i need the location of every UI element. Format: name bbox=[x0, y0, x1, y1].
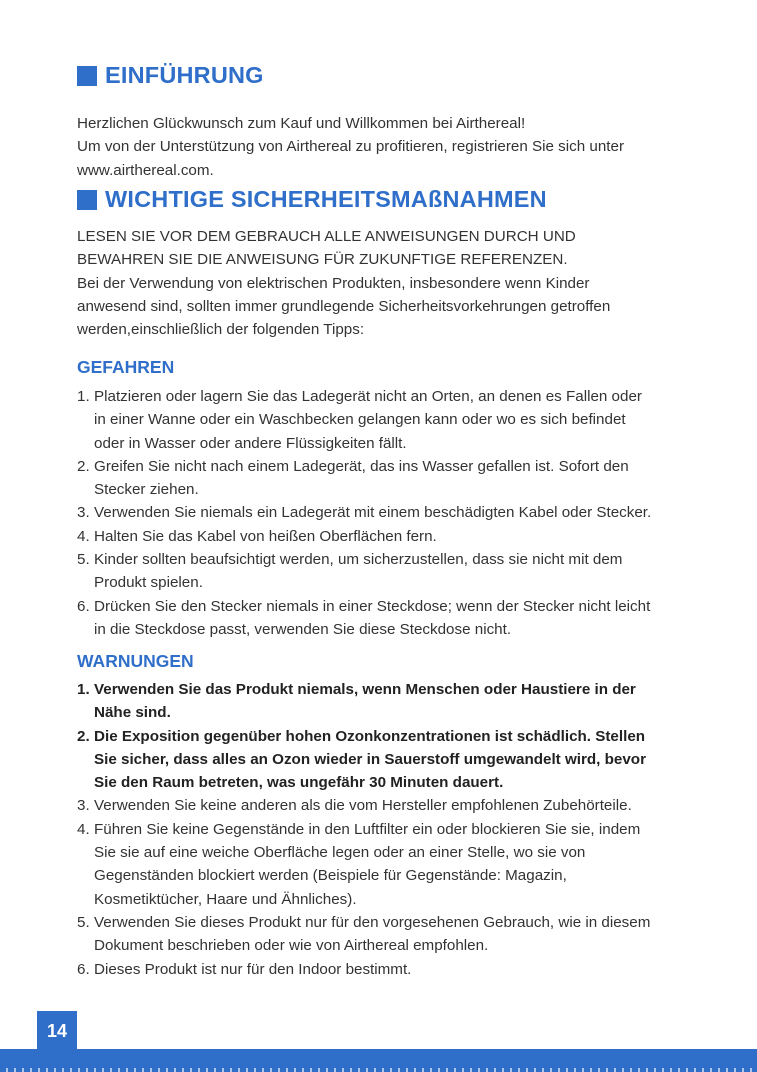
intro-line: Herzlichen Glückwunsch zum Kauf und Willkommen bei Airthereal! bbox=[77, 115, 526, 132]
list-item bbox=[77, 958, 697, 981]
item-line: oder in Wasser oder andere Flüssigkeiten fällt. bbox=[94, 434, 407, 452]
item-number: 6. bbox=[77, 597, 90, 615]
item-line: Gegenständen blockiert werden (Beispiele für Gegenstände: Magazin, bbox=[94, 867, 567, 885]
item-line: Nähe sind. bbox=[94, 704, 171, 722]
section-title: EINFÜHRUNG bbox=[105, 62, 264, 88]
safety-line: BEWAHREN SIE DIE ANWEISUNG FÜR ZUKUNFTIGE REFERENZEN. bbox=[77, 251, 568, 269]
item-number: 2. bbox=[77, 457, 90, 475]
item-line: Dieses Produkt ist nur für den Indoor bestimmt. bbox=[94, 960, 412, 978]
safety-line: Bei der Verwendung von elektrischen Produkten, insbesondere wenn Kinder bbox=[77, 274, 590, 292]
section-heading-einfuehrung bbox=[77, 62, 264, 89]
item-line: Dokument beschrieben oder wie von Airthereal empfohlen. bbox=[94, 937, 489, 955]
list-item bbox=[77, 385, 697, 455]
item-line: Verwenden Sie niemals ein Ladegerät mit einem beschädigten Kabel oder Stecker. bbox=[94, 504, 652, 522]
item-line: Kosmetiktücher, Haare und Ähnliches). bbox=[94, 890, 357, 908]
list-item bbox=[77, 794, 697, 817]
list-item bbox=[77, 678, 697, 725]
item-number: 3. bbox=[77, 504, 90, 522]
item-line: Stecker ziehen. bbox=[94, 481, 199, 499]
page-number-badge bbox=[37, 1011, 77, 1051]
item-line: Verwenden Sie das Produkt niemals, wenn Menschen oder Haustiere in der bbox=[94, 681, 636, 698]
item-number: 4. bbox=[77, 527, 90, 545]
list-item bbox=[77, 911, 697, 958]
subheading-gefahren: GEFAHREN bbox=[77, 357, 175, 377]
intro-line: www.airthereal.com. bbox=[77, 161, 214, 179]
intro-paragraph bbox=[77, 112, 624, 182]
subheading-warnungen: WARNUNGEN bbox=[77, 651, 194, 671]
gefahren-list bbox=[77, 385, 697, 641]
page-number: 14 bbox=[46, 1020, 68, 1041]
item-number: 3. bbox=[77, 797, 90, 815]
safety-intro-paragraph bbox=[77, 225, 610, 341]
warnungen-list bbox=[77, 678, 697, 981]
item-number: 1. bbox=[77, 681, 90, 698]
item-line: Kinder sollten beaufsichtigt werden, um sicherzustellen, dass sie nicht mit dem bbox=[94, 551, 623, 569]
item-line: Platzieren oder lagern Sie das Ladegerät nicht an Orten, an denen es Fallen oder bbox=[94, 388, 642, 405]
safety-line: anwesend sind, sollten immer grundlegende Sicherheitsvorkehrungen getroffen bbox=[77, 297, 611, 315]
list-item bbox=[77, 525, 697, 548]
section-title: WICHTIGE SICHERHEITSMAßNAHMEN bbox=[105, 186, 547, 212]
item-number: 6. bbox=[77, 960, 90, 978]
item-line: Halten Sie das Kabel von heißen Oberflächen fern. bbox=[94, 527, 437, 545]
item-number: 4. bbox=[77, 820, 90, 838]
item-line: Führen Sie keine Gegenstände in den Luftfilter ein oder blockieren Sie sie, indem bbox=[94, 820, 641, 838]
footer-tick-strip bbox=[0, 1068, 757, 1072]
safety-line: LESEN SIE VOR DEM GEBRAUCH ALLE ANWEISUNGEN DURCH UND bbox=[77, 228, 576, 245]
item-number: 2. bbox=[77, 727, 90, 745]
section-heading-sicherheit bbox=[77, 186, 547, 213]
heading-square-icon bbox=[77, 190, 97, 210]
item-line: Drücken Sie den Stecker niemals in einer Steckdose; wenn der Stecker nicht leicht bbox=[94, 597, 651, 615]
list-item bbox=[77, 725, 697, 795]
item-line: Sie sicher, dass alles an Ozon wieder in Sauerstoff umgewandelt wird, bevor bbox=[94, 750, 646, 768]
item-line: Greifen Sie nicht nach einem Ladegerät, das ins Wasser gefallen ist. Sofort den bbox=[94, 457, 629, 475]
list-item bbox=[77, 548, 697, 595]
item-line: Die Exposition gegenüber hohen Ozonkonzentrationen ist schädlich. Stellen bbox=[94, 727, 646, 745]
item-line: Sie den Raum betreten, was ungefähr 30 Minuten dauert. bbox=[94, 774, 504, 792]
item-number: 5. bbox=[77, 551, 90, 569]
item-line: Sie sie auf eine weiche Oberfläche legen oder an einer Stelle, wo sie von bbox=[94, 844, 586, 862]
item-number: 1. bbox=[77, 388, 90, 405]
item-line: Verwenden Sie dieses Produkt nur für den vorgesehenen Gebrauch, wie in diesem bbox=[94, 913, 651, 931]
item-line: Produkt spielen. bbox=[94, 574, 203, 592]
list-item bbox=[77, 818, 697, 911]
list-item bbox=[77, 501, 697, 524]
item-number: 5. bbox=[77, 913, 90, 931]
intro-line: Um von der Unterstützung von Airthereal zu profitieren, registrieren Sie sich unter bbox=[77, 138, 625, 156]
item-line: in einer Wanne oder ein Waschbecken gelangen kann oder wo es sich befindet bbox=[94, 411, 626, 429]
list-item bbox=[77, 595, 697, 642]
item-line: in die Steckdose passt, verwenden Sie diese Steckdose nicht. bbox=[94, 620, 512, 638]
safety-line: werden,einschließlich der folgenden Tipps: bbox=[77, 321, 365, 339]
list-item bbox=[77, 455, 697, 502]
heading-square-icon bbox=[77, 66, 97, 86]
item-line: Verwenden Sie keine anderen als die vom Hersteller empfohlenen Zubehörteile. bbox=[94, 797, 632, 815]
